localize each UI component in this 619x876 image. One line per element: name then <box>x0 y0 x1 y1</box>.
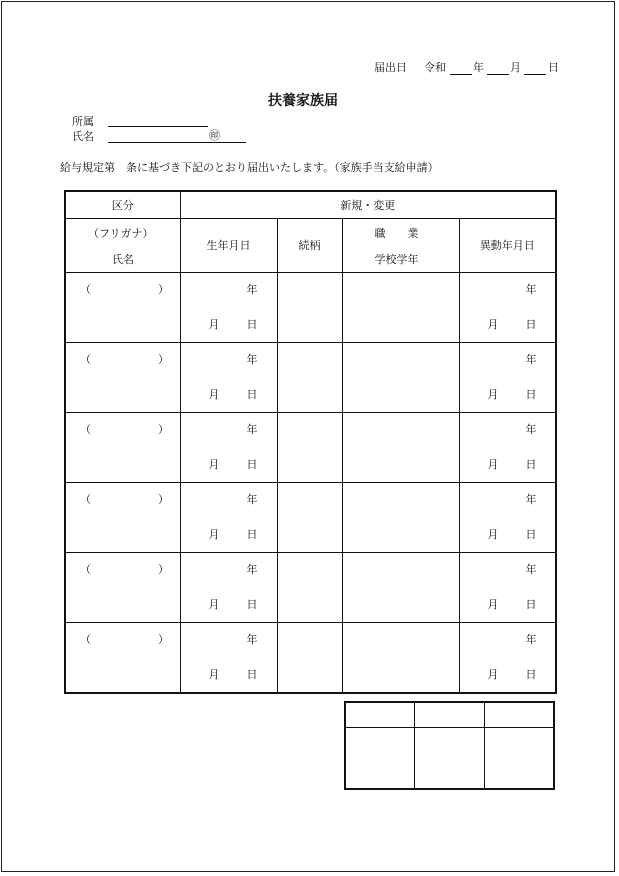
change-month-unit: 月 <box>487 317 499 331</box>
birth-year-unit: 年 <box>246 632 258 646</box>
birthdate-cell[interactable] <box>180 622 277 693</box>
furigana-paren-open: （ <box>80 352 91 366</box>
relation-cell[interactable] <box>277 272 342 342</box>
furigana-name-header <box>65 218 180 272</box>
birth-day-unit: 日 <box>246 457 258 471</box>
occupation-cell[interactable] <box>342 272 459 342</box>
affiliation-line <box>108 126 208 127</box>
furigana-paren-close: ） <box>158 632 169 646</box>
approval-header-cell-2 <box>415 702 485 727</box>
category-header: 区分 <box>65 191 180 218</box>
dependent-row <box>65 412 556 482</box>
change-month-unit: 月 <box>487 527 499 541</box>
document-title: 扶養家族届 <box>268 93 338 109</box>
approval-stamp-cell-1[interactable] <box>345 727 415 789</box>
change-year-unit: 年 <box>525 492 537 506</box>
birth-month-unit: 月 <box>208 457 220 471</box>
filed-year-line <box>450 74 472 75</box>
change-day-unit: 日 <box>525 667 537 681</box>
change-date-cell[interactable] <box>459 272 556 342</box>
approval-header-cell-1 <box>345 702 415 727</box>
birth-month-unit: 月 <box>208 317 220 331</box>
furigana-paren-open: （ <box>80 422 91 436</box>
change-year-unit: 年 <box>525 632 537 646</box>
change-month-unit: 月 <box>487 387 499 401</box>
occupation-cell[interactable] <box>342 342 459 412</box>
filed-year-unit: 年 <box>473 61 484 74</box>
dependents-table <box>64 190 557 694</box>
approval-stamp-cell-2[interactable] <box>415 727 485 789</box>
relation-cell[interactable] <box>277 552 342 622</box>
change-year-unit: 年 <box>525 282 537 296</box>
furigana-paren-open: （ <box>80 562 91 576</box>
furigana-paren-close: ） <box>158 422 169 436</box>
birth-year-unit: 年 <box>246 492 258 506</box>
birth-day-unit: 日 <box>246 527 258 541</box>
birthdate-cell[interactable] <box>180 412 277 482</box>
birth-month-unit: 月 <box>208 527 220 541</box>
dependent-name-cell[interactable] <box>65 482 180 552</box>
change-month-unit: 月 <box>487 597 499 611</box>
birthdate-cell[interactable] <box>180 272 277 342</box>
filed-day-line <box>524 74 546 75</box>
dependent-name-cell[interactable] <box>65 272 180 342</box>
change-day-unit: 日 <box>525 527 537 541</box>
era-label: 令和 <box>424 61 446 74</box>
occupation-cell[interactable] <box>342 552 459 622</box>
dependent-name-cell[interactable] <box>65 552 180 622</box>
birth-month-unit: 月 <box>208 387 220 401</box>
change-day-unit: 日 <box>525 387 537 401</box>
dependent-row <box>65 342 556 412</box>
relation-header: 続柄 <box>277 218 342 272</box>
applicant-name-line <box>108 142 246 143</box>
birthdate-cell[interactable] <box>180 482 277 552</box>
birth-day-unit: 日 <box>246 317 258 331</box>
furigana-paren-close: ） <box>158 562 169 576</box>
birth-year-unit: 年 <box>246 562 258 576</box>
occupation-cell[interactable] <box>342 412 459 482</box>
filed-day-unit: 日 <box>548 61 559 74</box>
statement-text: 給与規定第 条に基づき下記のとおり届出いたします。（家族手当支給申請） <box>60 161 439 174</box>
change-date-cell[interactable] <box>459 342 556 412</box>
change-day-unit: 日 <box>525 457 537 471</box>
change-day-unit: 日 <box>525 597 537 611</box>
approval-header-row <box>345 702 554 727</box>
school-label: 学校学年 <box>374 252 419 266</box>
seal-mark: ㊞ <box>209 129 220 142</box>
furigana-paren-open: （ <box>80 492 91 506</box>
relation-cell[interactable] <box>277 342 342 412</box>
dependent-name-cell[interactable] <box>65 622 180 693</box>
birth-month-unit: 月 <box>208 597 220 611</box>
dependent-rows <box>65 272 556 693</box>
table-header-row-1 <box>65 191 556 218</box>
dependent-name-cell[interactable] <box>65 342 180 412</box>
furigana-paren-open: （ <box>80 632 91 646</box>
occupation-header <box>342 218 459 272</box>
birth-year-unit: 年 <box>246 422 258 436</box>
relation-cell[interactable] <box>277 622 342 693</box>
occupation-cell[interactable] <box>342 622 459 693</box>
table-header-row-2 <box>65 218 556 272</box>
change-month-unit: 月 <box>487 667 499 681</box>
dependent-row <box>65 622 556 693</box>
furigana-paren-open: （ <box>80 282 91 296</box>
furigana-paren-close: ） <box>158 352 169 366</box>
dependent-row <box>65 552 556 622</box>
approval-stamp-cell-3[interactable] <box>484 727 554 789</box>
birthdate-cell[interactable] <box>180 552 277 622</box>
furigana-paren-close: ） <box>158 492 169 506</box>
applicant-name-label: 氏名 <box>72 130 94 143</box>
furigana-paren-close: ） <box>158 282 169 296</box>
furigana-label: （フリガナ） <box>88 226 154 240</box>
name-label: 氏名 <box>112 252 134 266</box>
dependent-name-cell[interactable] <box>65 412 180 482</box>
change-date-cell[interactable] <box>459 552 556 622</box>
change-year-unit: 年 <box>525 422 537 436</box>
new-change-header: 新規・変更 <box>180 191 556 218</box>
occupation-cell[interactable] <box>342 482 459 552</box>
birth-month-unit: 月 <box>208 667 220 681</box>
birth-day-unit: 日 <box>246 667 258 681</box>
filed-month-line <box>487 74 509 75</box>
change-day-unit: 日 <box>525 317 537 331</box>
affiliation-label: 所属 <box>72 115 94 128</box>
birth-day-unit: 日 <box>246 387 258 401</box>
change-date-cell[interactable] <box>459 482 556 552</box>
relation-cell[interactable] <box>277 482 342 552</box>
change-year-unit: 年 <box>525 352 537 366</box>
dependent-row <box>65 272 556 342</box>
relation-cell[interactable] <box>277 412 342 482</box>
birth-year-unit: 年 <box>246 352 258 366</box>
filed-date-label: 届出日 <box>374 61 407 74</box>
approval-header-cell-3 <box>484 702 554 727</box>
change-date-cell[interactable] <box>459 412 556 482</box>
change-year-unit: 年 <box>525 562 537 576</box>
birth-day-unit: 日 <box>246 597 258 611</box>
occupation-label: 職 業 <box>374 226 419 240</box>
filed-month-unit: 月 <box>510 61 521 74</box>
birthdate-header: 生年月日 <box>180 218 277 272</box>
change-month-unit: 月 <box>487 457 499 471</box>
approval-stamp-row <box>345 727 554 789</box>
birth-year-unit: 年 <box>246 282 258 296</box>
birthdate-cell[interactable] <box>180 342 277 412</box>
dependent-row <box>65 482 556 552</box>
approval-table <box>344 701 555 790</box>
change-date-header: 異動年月日 <box>459 218 556 272</box>
change-date-cell[interactable] <box>459 622 556 693</box>
